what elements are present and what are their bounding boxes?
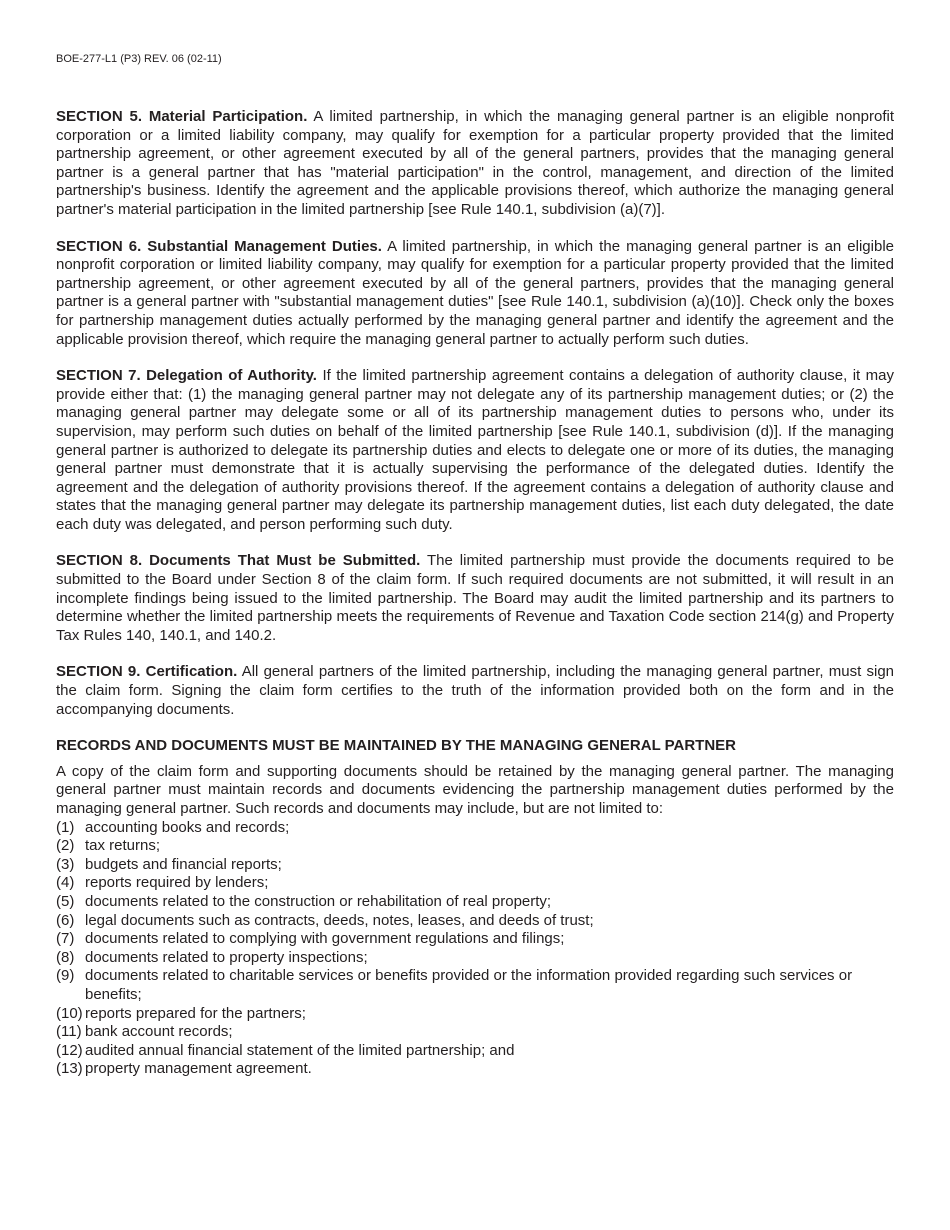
list-item [56,1060,894,1079]
section-8-body: The limited partnership must provide the documents required to be submitted to the Board under Section 8 of the claim form. If such required documents are not submitted, it will result in an incomplete findings being issued to the limited partnership. The Board may audit the limited partnership and its partners to determine whether the limited partnership meets the requirements of Revenue and Taxation Code section 214(g) and Property Tax Rules 140, 140.1, and 140.2. [56,552,894,644]
item-text: documents related to charitable services or benefits provided or the information provided regarding such services or benefits; [85,967,853,1003]
item-number: (2) [56,837,75,855]
item-number: (11) [56,1023,82,1041]
list-item [56,856,894,875]
document-body [56,108,894,1079]
section-7 [56,367,894,534]
section-8 [56,552,894,645]
section-9-body: All general partners of the limited partnership, including the managing general partner, must sign the claim form. Signing the claim form certifies to the truth of the information provided both on the form and in the accompanying documents. [56,663,894,718]
section-9 [56,663,894,719]
section-5-body: A limited partnership, in which the managing general partner is an eligible nonprofit corporation or a limited liability company, may qualify for exemption for a particular property provided that the limited partnership agreement, or other agreement executed by all of the general partners, provides that the managing general partner is a general partner that has "material participation" in the control, management, and direction of the limited partnership's business. Identify the agreement and the applicable provisions thereof, which authorize the managing general partner's material participation in the limited partnership [see Rule 140.1, subdivision (a)(7)]. [56,108,894,218]
item-text: reports prepared for the partners; [85,1004,306,1022]
section-5 [56,108,894,220]
section-6-heading: SECTION 6. Substantial Management Duties. [56,237,382,255]
item-number: (9) [56,967,75,985]
item-text: audited annual financial statement of the limited partnership; and [85,1041,515,1059]
item-number: (8) [56,948,75,966]
list-item [56,837,894,856]
records-list [56,819,894,1079]
item-text: reports required by lenders; [85,874,269,892]
item-number: (13) [56,1060,83,1078]
item-number: (3) [56,855,75,873]
section-7-heading: SECTION 7. Delegation of Authority. [56,367,317,385]
item-number: (5) [56,892,75,910]
item-text: bank account records; [85,1023,233,1041]
item-number: (4) [56,874,75,892]
section-6 [56,238,894,350]
list-item [56,1005,894,1024]
form-id: BOE-277-L1 (P3) REV. 06 (02-11) [56,53,222,65]
list-item [56,819,894,838]
item-text: documents related to complying with government regulations and filings; [85,930,565,948]
item-text: documents related to the construction or rehabilitation of real property; [85,892,552,910]
list-item [56,949,894,968]
item-number: (12) [56,1041,83,1059]
item-text: accounting books and records; [85,818,290,836]
list-item [56,893,894,912]
item-text: documents related to property inspections; [85,948,368,966]
item-text: budgets and financial reports; [85,855,282,873]
item-number: (7) [56,930,75,948]
list-item [56,912,894,931]
records-heading: RECORDS AND DOCUMENTS MUST BE MAINTAINED BY THE MANAGING GENERAL PARTNER [56,737,737,755]
item-text: property management agreement. [85,1060,312,1078]
item-number: (1) [56,818,75,836]
list-item [56,930,894,949]
item-number: (10) [56,1004,83,1022]
section-5-heading: SECTION 5. Material Participation. [56,108,308,125]
section-7-body: If the limited partnership agreement contains a delegation of authority clause, it may provide either that: (1) the managing general partner may not delegate any of its partnership management duties; or (2) the managing general partner may delegate some or all of its partnership management duties to persons who, under its supervision, may perform such duties on behalf of the limited partnership [see Rule 140.1, subdivision (d)]. If the managing general partner is authorized to delegate its partnership duties and elects to delegate one or more of its duties, the managing general partner must demonstrate that it is actually supervising the performance of the delegated duties. Identify the agreement and the delegation of authority provisions thereof. If the agreement contains a delegation of authority clause and states that the managing general partner may delegate its partnership management duties, list each duty delegated, the date each duty was delegated, and person performing such duty. [56,367,894,533]
list-item [56,967,894,1004]
section-8-heading: SECTION 8. Documents That Must be Submitted. [56,552,421,570]
section-9-heading: SECTION 9. Certification. [56,663,238,681]
records-intro: A copy of the claim form and supporting documents should be retained by the managing general partner. The managing general partner must maintain records and documents evidencing the partnership management duties performed by the managing general partner. Such records and documents may include, but are not limited to: [56,762,894,817]
item-text: tax returns; [85,837,161,855]
list-item [56,874,894,893]
list-item [56,1023,894,1042]
item-number: (6) [56,911,75,929]
list-item [56,1042,894,1061]
item-text: legal documents such as contracts, deeds, notes, leases, and deeds of trust; [85,911,594,929]
section-6-body: A limited partnership, in which the managing general partner is an eligible nonprofit corporation or limited liability company, may qualify for exemption for a particular property provided that the limited partnership agreement, or other agreement executed by all of the general partners, provides that the managing general partner is a general partner with "substantial management duties" [see Rule 140.1, subdivision (a)(10)]. Check only the boxes for partnership management duties actually performed by the managing general partner and identify the agreement and the applicable provision thereof, which require the managing general partner to actually perform such duties. [56,237,894,348]
